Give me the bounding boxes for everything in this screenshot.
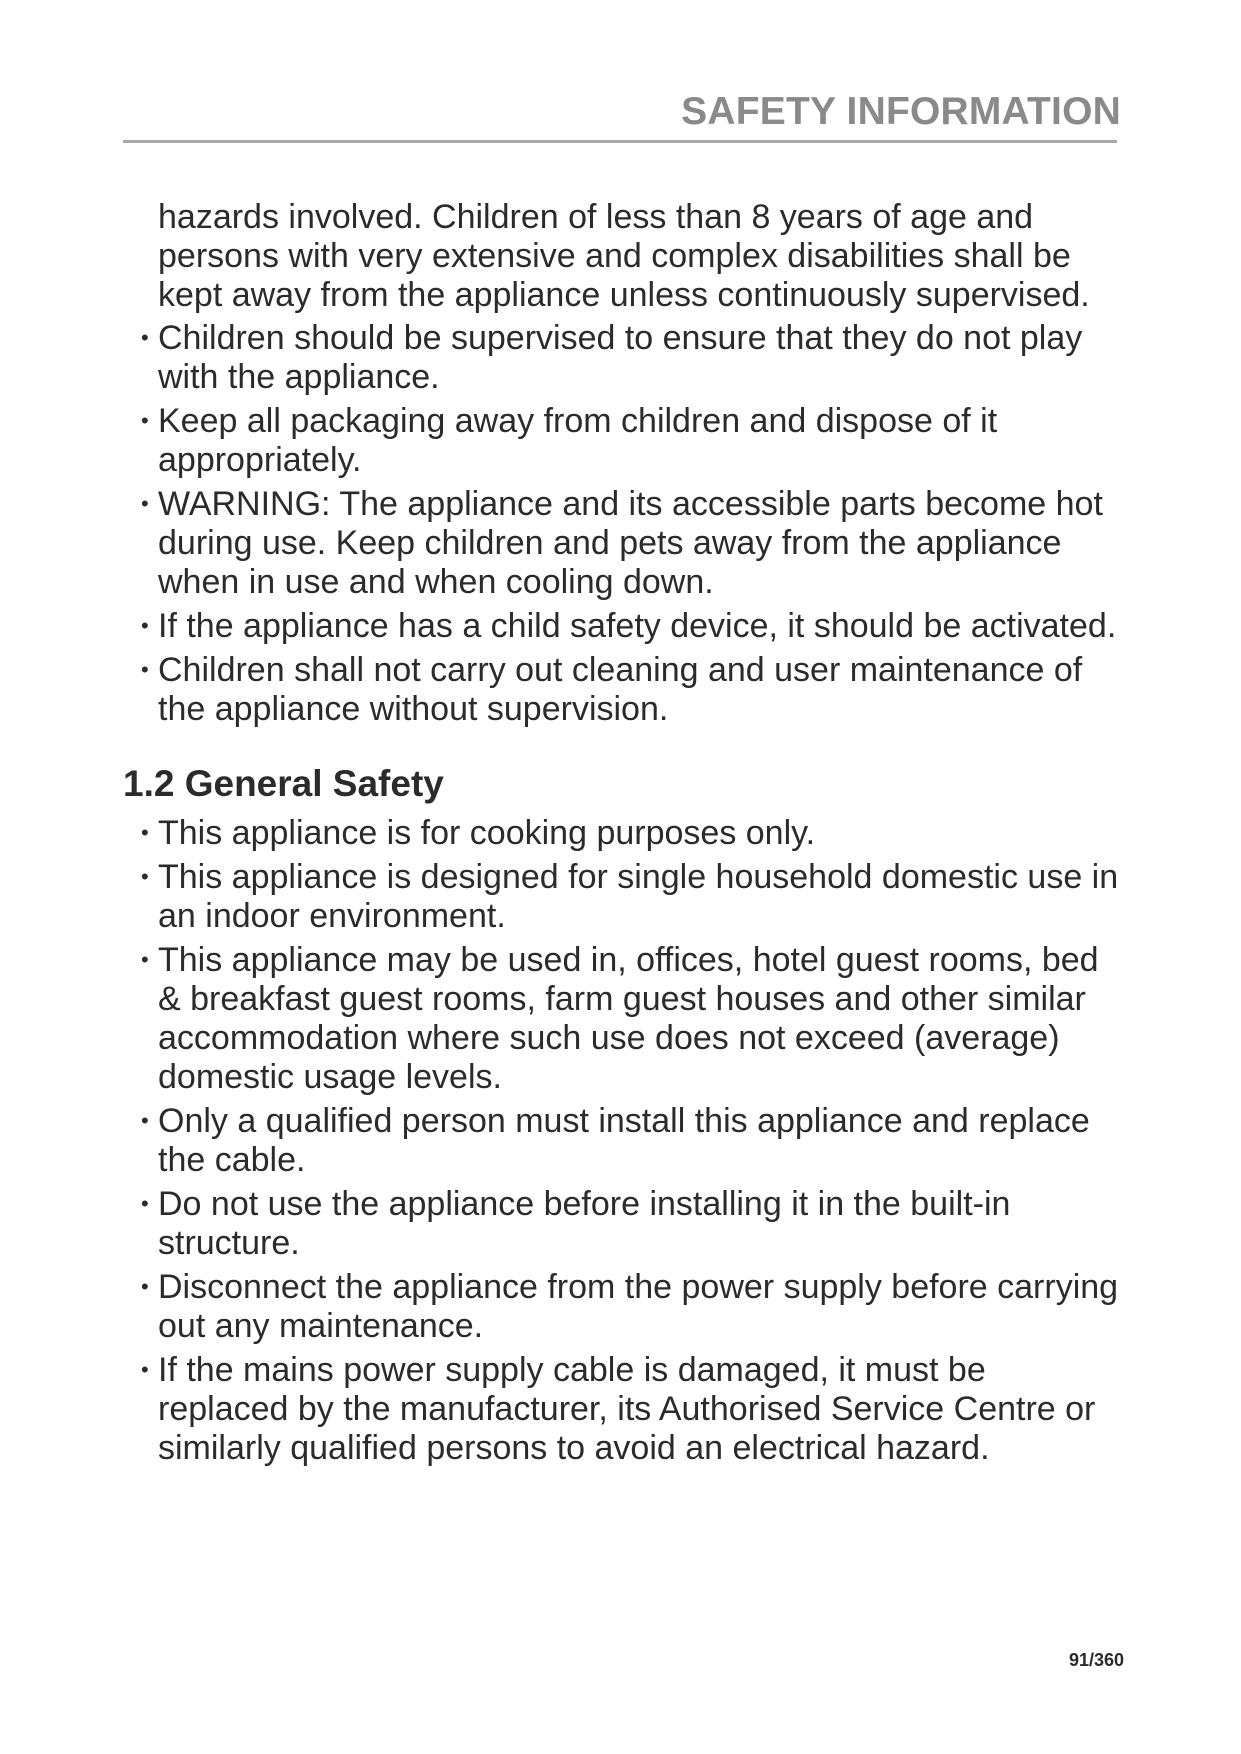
bullet-icon: • xyxy=(141,947,149,972)
list-item: • Only a qualified person must install this appliance and replace the cable. xyxy=(141,1102,1090,1179)
bullet-icon: • xyxy=(141,864,149,889)
list-item: • This appliance is designed for single household domestic use in an indoor environment. xyxy=(141,858,1119,935)
header-divider xyxy=(123,140,1117,143)
bullet-icon: • xyxy=(141,613,149,638)
bullet-icon: • xyxy=(141,1108,149,1133)
page-content xyxy=(123,198,1123,1472)
child-safety-list xyxy=(123,318,1123,729)
bullet-icon: • xyxy=(141,491,149,516)
bullet-icon: • xyxy=(141,408,149,433)
bullet-icon: • xyxy=(141,1357,149,1382)
list-item: • Children shall not carry out cleaning and user maintenance of the appliance without supervision. xyxy=(141,651,1083,728)
bullet-icon: • xyxy=(141,325,149,350)
list-item: • Keep all packaging away from children and dispose of it appropriately. xyxy=(141,402,998,479)
bullet-icon: • xyxy=(141,1274,149,1299)
list-item: • WARNING: The appliance and its accessible parts become hot during use. Keep children and pets away from the appliance when in use and when cooling down. xyxy=(141,485,1103,601)
list-item: • If the appliance has a child safety device, it should be activated. xyxy=(141,607,1117,645)
list-item: • This appliance is for cooking purposes only. xyxy=(141,814,816,852)
bullet-icon: • xyxy=(141,1191,149,1216)
continued-paragraph: hazards involved. Children of less than 8 years of age and persons with very extensive and complex disabilities shall be kept away from the appliance unless continuously supervised. xyxy=(158,198,1090,314)
section-title-general-safety: 1.2 General Safety xyxy=(123,763,444,804)
list-item: • Disconnect the appliance from the power supply before carrying out any maintenance. xyxy=(141,1268,1119,1345)
bullet-icon: • xyxy=(141,657,149,682)
list-item: • Do not use the appliance before installing it in the built-in structure. xyxy=(141,1185,1011,1262)
general-safety-list xyxy=(123,813,1123,1468)
list-item: • If the mains power supply cable is damaged, it must be replaced by the manufacturer, its Authorised Service Centre or similarly qualified persons to avoid an electrical hazard. xyxy=(141,1351,1096,1467)
list-item: • Children should be supervised to ensure that they do not play with the appliance. xyxy=(141,319,1083,396)
page-number: 91/360 xyxy=(1068,1650,1124,1670)
page-header-title: SAFETY INFORMATION xyxy=(681,90,1121,133)
list-item: • This appliance may be used in, offices, hotel guest rooms, bed & breakfast guest rooms, farm guest houses and other similar accommodation where such use does not exceed (average) domestic usage levels. xyxy=(141,941,1099,1096)
bullet-icon: • xyxy=(141,820,149,845)
